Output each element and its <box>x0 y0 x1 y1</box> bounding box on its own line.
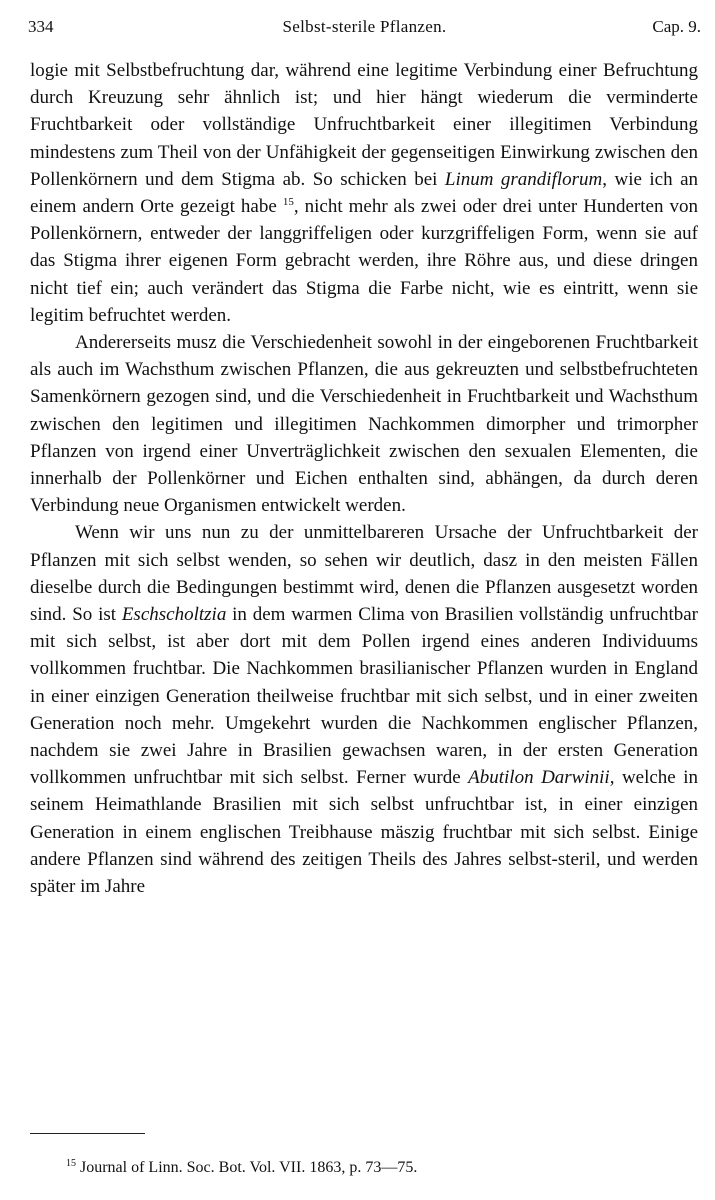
species-name-abutilon: Abutilon Darwinii <box>468 767 610 789</box>
paragraph-3-text-c: , welche in seinem Heimathlande Brasilien mit sich selbst unfruchtbar ist, in einer einzigen Generation in einem englischen Treibhause mäszig fruchtbar mit sich selbst. Einige andere Pflanzen sind während des zeitigen Theils des Jahres selbst-steril, und werden später im Jahre <box>30 767 699 898</box>
footnote-text: Journal of Linn. Soc. Bot. Vol. VII. 1863, p. 73—75. <box>80 1159 418 1176</box>
species-name-linum: Linum grandiflorum <box>444 168 603 190</box>
species-name-eschscholtzia: Eschscholtzia <box>121 604 227 626</box>
footnote-number: 15 <box>66 1158 76 1169</box>
body-text <box>30 57 698 900</box>
paragraph-3 <box>30 519 698 900</box>
page-number: 334 <box>28 17 54 36</box>
chapter-label: Cap. 9. <box>652 17 701 36</box>
paragraph-1-text-c: , nicht mehr als zwei oder drei unter Hunderten von Pollenkörnern, entweder der langgriffeligen oder kurzgriffeligen Form, wenn sie auf das Stigma ihrer eigenen Form gebracht werden, ihre Röhre aus, und diese dringen nicht tief ein; auch verändert das Stigma die Farbe nicht, wie es eintritt, wenn sie legitim befruchtet werden. <box>30 196 698 326</box>
paragraph-3-text-a: Wenn wir uns nun zu der unmittelbareren Ursache der Unfruchtbarkeit der Pflanzen mit sich selbst wenden, so sehen wir deutlich, dasz in den meisten Fällen dieselbe durch die Bedingungen bestimmt wird, denen die Pflanzen ausgesetzt worden sind. So ist <box>30 522 698 626</box>
paragraph-1-text-a: logie mit Selbstbefruchtung dar, während eine legitime Verbindung einer Befruchtung durch Kreuzung sehr ähnlich ist; und hier hängt wiederum die verminderte Fruchtbarkeit oder vollständige Unfruchtbarkeit einer illegitimen Verbindung mindestens zum Theil von der Unfähigkeit der gegenseitigen Einwirkung zwischen den Pollenkörnern und dem Stigma ab. So schicken bei <box>30 60 698 190</box>
paragraph-2: Andererseits musz die Verschiedenheit sowohl in der eingeborenen Fruchtbarkeit als auch im Wachsthum zwischen Pflanzen, die aus gekreuzten und selbstbefruchteten Samenkörnern gezogen sind, und die Verschiedenheit in Fruchtbarkeit und Wachsthum zwischen den legitimen und illegitimen Nachkommen dimorpher und trimorpher Pflanzen von irgend einer Unverträglichkeit zwischen den sexualen Elementen, die innerhalb der Pollenkörner und Eichen enthalten sind, abhängen, da durch deren Verbindung neue Organismen entwickelt werden. <box>30 332 698 517</box>
paragraph-1 <box>30 57 698 329</box>
paragraph-1-text-b: , wie ich an einem andern Orte gezeigt habe <box>30 168 698 218</box>
footnote-divider <box>30 1133 145 1134</box>
running-title: Selbst-sterile Pflanzen. <box>282 17 447 36</box>
running-head <box>28 14 701 40</box>
paragraph-3-text-b: in dem warmen Clima von Brasilien vollständig unfruchtbar mit sich selbst, ist aber dort mit dem Pollen irgend eines anderen Individuums vollkommen fruchtbar. Die Nachkommen brasilianischer Pflanzen wurden in England in einer einzigen Generation theilweise fruchtbar mit sich selbst, und in einer zweiten Generation noch mehr. Umgekehrt wurden die Nachkommen englischer Pflanzen, nachdem sie zwei Jahre in Brasilien gewachsen waren, in der ersten Generation vollkommen unfruchtbar mit sich selbst. Ferner wurde <box>30 604 698 789</box>
footnote-reference[interactable]: 15 <box>282 196 294 209</box>
footnote <box>66 1157 686 1179</box>
